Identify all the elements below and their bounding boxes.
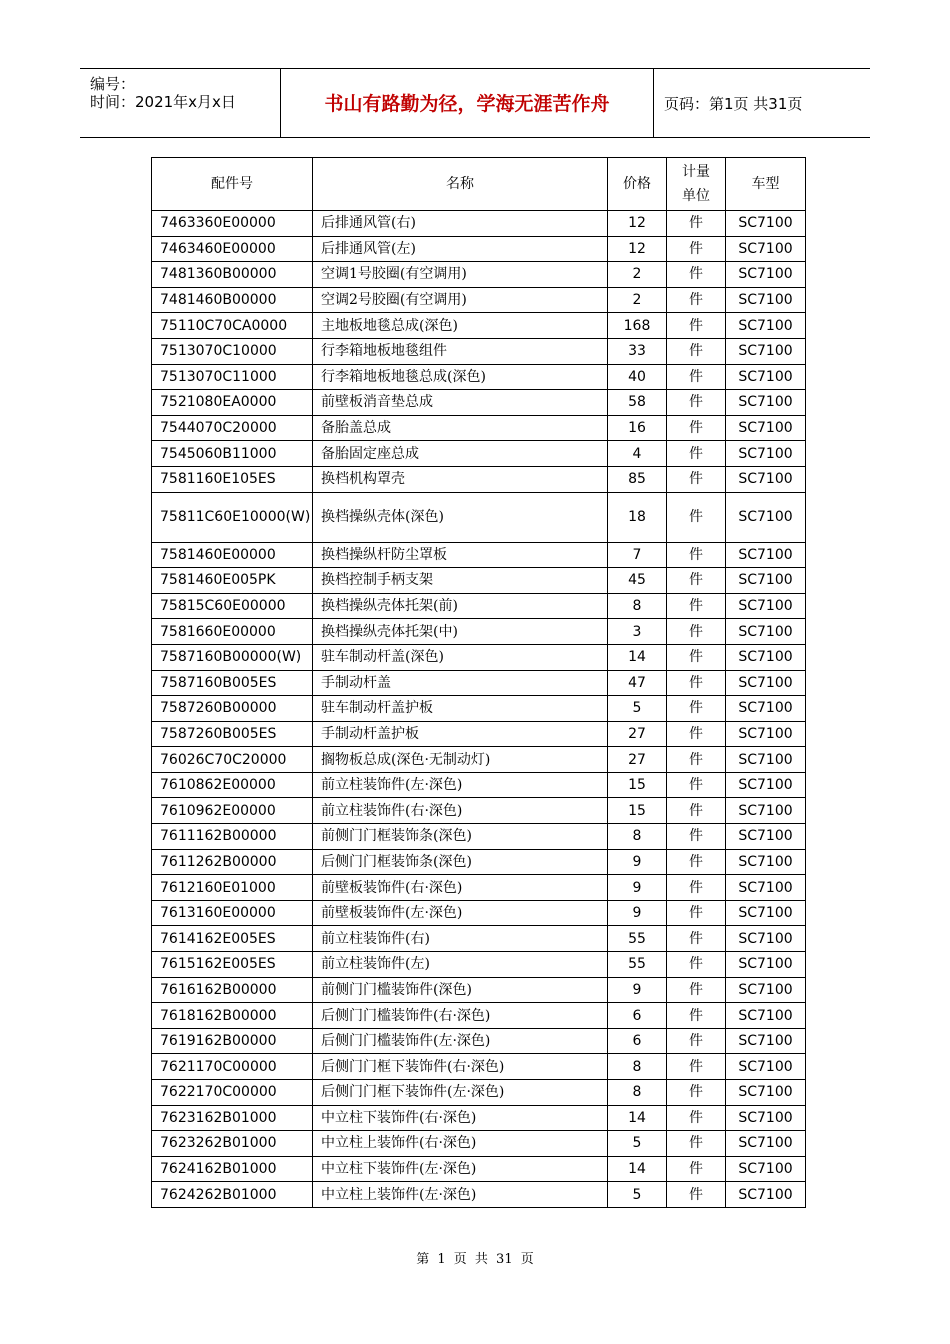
table-row — [152, 338, 806, 364]
part-name-cell: 换档操纵壳体托架(前) — [313, 593, 608, 619]
price-cell: 18 — [608, 492, 667, 542]
price-cell: 8 — [608, 1054, 667, 1080]
unit-cell: 件 — [667, 211, 726, 237]
model-cell: SC7100 — [726, 952, 806, 978]
part-name-cell: 换档操纵杆防尘罩板 — [313, 542, 608, 568]
unit-cell: 件 — [667, 1054, 726, 1080]
model-cell: SC7100 — [726, 1080, 806, 1106]
price-cell: 40 — [608, 364, 667, 390]
table-row — [152, 900, 806, 926]
table-row — [152, 313, 806, 339]
part-number-cell: 7544070C20000 — [152, 415, 313, 441]
table-row — [152, 875, 806, 901]
part-number-cell: 7513070C10000 — [152, 338, 313, 364]
part-name-cell: 后侧门门框下装饰件(右·深色) — [313, 1054, 608, 1080]
unit-cell: 件 — [667, 849, 726, 875]
part-name-cell: 手制动杆盖 — [313, 670, 608, 696]
unit-cell: 件 — [667, 772, 726, 798]
part-number-cell: 7481360B00000 — [152, 262, 313, 288]
part-number-cell: 7623262B01000 — [152, 1131, 313, 1157]
table-row — [152, 1105, 806, 1131]
unit-cell: 件 — [667, 364, 726, 390]
part-name-cell: 备胎盖总成 — [313, 415, 608, 441]
table-row — [152, 1182, 806, 1208]
table-row — [152, 1131, 806, 1157]
model-cell: SC7100 — [726, 542, 806, 568]
part-number-cell: 7463460E00000 — [152, 236, 313, 262]
price-cell: 12 — [608, 236, 667, 262]
part-number-cell: 7587260B005ES — [152, 721, 313, 747]
price-cell: 14 — [608, 644, 667, 670]
table-row — [152, 262, 806, 288]
part-name-cell: 中立柱下装饰件(右·深色) — [313, 1105, 608, 1131]
price-cell: 6 — [608, 1003, 667, 1029]
part-number-cell: 7618162B00000 — [152, 1003, 313, 1029]
table-row — [152, 619, 806, 645]
unit-cell: 件 — [667, 593, 726, 619]
header-page-info: 页码：第1页 共31页 — [664, 95, 803, 113]
part-name-cell: 备胎固定座总成 — [313, 441, 608, 467]
part-name-cell: 空调2号胶圈(有空调用) — [313, 287, 608, 313]
part-name-cell: 前壁板装饰件(右·深色) — [313, 875, 608, 901]
table-row — [152, 211, 806, 237]
model-cell: SC7100 — [726, 211, 806, 237]
model-cell: SC7100 — [726, 619, 806, 645]
unit-cell: 件 — [667, 977, 726, 1003]
part-name-cell: 空调1号胶圈(有空调用) — [313, 262, 608, 288]
table-row — [152, 721, 806, 747]
model-cell: SC7100 — [726, 568, 806, 594]
table-row — [152, 415, 806, 441]
part-number-cell: 75815C60E00000 — [152, 593, 313, 619]
table-row — [152, 1028, 806, 1054]
model-cell: SC7100 — [726, 1054, 806, 1080]
model-cell: SC7100 — [726, 1156, 806, 1182]
part-number-cell: 76026C70C20000 — [152, 747, 313, 773]
part-number-cell: 7611262B00000 — [152, 849, 313, 875]
part-name-cell: 后侧门门槛装饰件(左·深色) — [313, 1028, 608, 1054]
unit-cell: 件 — [667, 900, 726, 926]
part-number-cell: 7587160B005ES — [152, 670, 313, 696]
price-cell: 27 — [608, 747, 667, 773]
price-cell: 3 — [608, 619, 667, 645]
model-cell: SC7100 — [726, 849, 806, 875]
price-cell: 15 — [608, 798, 667, 824]
page-header — [80, 68, 870, 138]
table-row — [152, 236, 806, 262]
unit-cell: 件 — [667, 415, 726, 441]
model-cell: SC7100 — [726, 644, 806, 670]
price-cell: 2 — [608, 287, 667, 313]
model-cell: SC7100 — [726, 1105, 806, 1131]
model-cell: SC7100 — [726, 441, 806, 467]
part-number-cell: 7545060B11000 — [152, 441, 313, 467]
part-number-cell: 7623162B01000 — [152, 1105, 313, 1131]
part-name-cell: 前壁板装饰件(左·深色) — [313, 900, 608, 926]
unit-cell: 件 — [667, 338, 726, 364]
part-number-cell: 75110C70CA0000 — [152, 313, 313, 339]
unit-cell: 件 — [667, 542, 726, 568]
price-cell: 8 — [608, 824, 667, 850]
model-cell: SC7100 — [726, 338, 806, 364]
unit-cell: 件 — [667, 1080, 726, 1106]
model-cell: SC7100 — [726, 747, 806, 773]
table-row — [152, 696, 806, 722]
unit-cell: 件 — [667, 1105, 726, 1131]
table-row — [152, 466, 806, 492]
unit-cell: 件 — [667, 236, 726, 262]
table-row — [152, 492, 806, 542]
table-row — [152, 952, 806, 978]
part-number-cell: 7513070C11000 — [152, 364, 313, 390]
unit-cell: 件 — [667, 568, 726, 594]
part-number-cell: 7615162E005ES — [152, 952, 313, 978]
part-name-cell: 后侧门门框装饰条(深色) — [313, 849, 608, 875]
unit-cell: 件 — [667, 721, 726, 747]
price-cell: 16 — [608, 415, 667, 441]
table-row — [152, 364, 806, 390]
part-name-cell: 前立柱装饰件(右) — [313, 926, 608, 952]
table-header-row — [152, 158, 806, 211]
price-cell: 5 — [608, 1131, 667, 1157]
table-row — [152, 390, 806, 416]
table-row — [152, 977, 806, 1003]
model-cell: SC7100 — [726, 926, 806, 952]
table-row — [152, 441, 806, 467]
price-cell: 8 — [608, 1080, 667, 1106]
part-number-cell: 7521080EA0000 — [152, 390, 313, 416]
part-name-cell: 换档操纵壳体(深色) — [313, 492, 608, 542]
part-number-cell: 7613160E00000 — [152, 900, 313, 926]
unit-cell: 件 — [667, 1131, 726, 1157]
unit-cell: 件 — [667, 798, 726, 824]
price-cell: 9 — [608, 875, 667, 901]
price-cell: 168 — [608, 313, 667, 339]
price-cell: 45 — [608, 568, 667, 594]
unit-cell: 件 — [667, 670, 726, 696]
model-cell: SC7100 — [726, 1028, 806, 1054]
table-row — [152, 1003, 806, 1029]
price-cell: 47 — [608, 670, 667, 696]
part-number-cell: 7612160E01000 — [152, 875, 313, 901]
part-number-cell: 75811C60E10000(W) — [152, 492, 313, 542]
model-cell: SC7100 — [726, 262, 806, 288]
unit-cell: 件 — [667, 747, 726, 773]
price-cell: 55 — [608, 952, 667, 978]
model-cell: SC7100 — [726, 721, 806, 747]
part-name-cell: 驻车制动杆盖(深色) — [313, 644, 608, 670]
col-header-price: 价格 — [608, 158, 667, 211]
unit-cell: 件 — [667, 875, 726, 901]
part-name-cell: 中立柱上装饰件(左·深色) — [313, 1182, 608, 1208]
table-row — [152, 542, 806, 568]
model-cell: SC7100 — [726, 390, 806, 416]
price-cell: 9 — [608, 900, 667, 926]
unit-cell: 件 — [667, 1003, 726, 1029]
part-name-cell: 前壁板消音垫总成 — [313, 390, 608, 416]
price-cell: 5 — [608, 696, 667, 722]
model-cell: SC7100 — [726, 772, 806, 798]
table-row — [152, 772, 806, 798]
price-cell: 12 — [608, 211, 667, 237]
part-name-cell: 手制动杆盖护板 — [313, 721, 608, 747]
part-number-cell: 7610862E00000 — [152, 772, 313, 798]
table-row — [152, 926, 806, 952]
col-header-unit — [667, 158, 726, 211]
part-number-cell: 7611162B00000 — [152, 824, 313, 850]
table-row — [152, 747, 806, 773]
price-cell: 9 — [608, 849, 667, 875]
price-cell: 14 — [608, 1156, 667, 1182]
table-row — [152, 568, 806, 594]
model-cell: SC7100 — [726, 670, 806, 696]
part-name-cell: 后侧门门槛装饰件(右·深色) — [313, 1003, 608, 1029]
table-row — [152, 1080, 806, 1106]
table-row — [152, 1054, 806, 1080]
header-motto: 书山有路勤为径，学海无涯苦作舟 — [281, 69, 654, 137]
part-name-cell: 中立柱上装饰件(右·深色) — [313, 1131, 608, 1157]
part-name-cell: 换档控制手柄支架 — [313, 568, 608, 594]
part-name-cell: 行李箱地板地毯总成(深色) — [313, 364, 608, 390]
price-cell: 33 — [608, 338, 667, 364]
model-cell: SC7100 — [726, 287, 806, 313]
price-cell: 85 — [608, 466, 667, 492]
model-cell: SC7100 — [726, 492, 806, 542]
model-cell: SC7100 — [726, 1003, 806, 1029]
model-cell: SC7100 — [726, 875, 806, 901]
model-cell: SC7100 — [726, 466, 806, 492]
price-cell: 15 — [608, 772, 667, 798]
model-cell: SC7100 — [726, 1182, 806, 1208]
parts-table — [151, 157, 806, 1208]
part-number-cell: 7581160E105ES — [152, 466, 313, 492]
unit-cell: 件 — [667, 1182, 726, 1208]
part-name-cell: 驻车制动杆盖护板 — [313, 696, 608, 722]
price-cell: 9 — [608, 977, 667, 1003]
table-row — [152, 287, 806, 313]
model-cell: SC7100 — [726, 696, 806, 722]
price-cell: 6 — [608, 1028, 667, 1054]
part-name-cell: 前侧门门槛装饰件(深色) — [313, 977, 608, 1003]
unit-cell: 件 — [667, 696, 726, 722]
price-cell: 4 — [608, 441, 667, 467]
parts-table-body — [152, 211, 806, 1208]
model-cell: SC7100 — [726, 313, 806, 339]
price-cell: 2 — [608, 262, 667, 288]
unit-cell: 件 — [667, 1156, 726, 1182]
model-cell: SC7100 — [726, 824, 806, 850]
model-cell: SC7100 — [726, 900, 806, 926]
unit-cell: 件 — [667, 824, 726, 850]
part-name-cell: 换档操纵壳体托架(中) — [313, 619, 608, 645]
part-name-cell: 主地板地毯总成(深色) — [313, 313, 608, 339]
model-cell: SC7100 — [726, 798, 806, 824]
unit-cell: 件 — [667, 441, 726, 467]
part-name-cell: 中立柱下装饰件(左·深色) — [313, 1156, 608, 1182]
part-number-cell: 7624162B01000 — [152, 1156, 313, 1182]
price-cell: 14 — [608, 1105, 667, 1131]
part-name-cell: 后侧门门框下装饰件(左·深色) — [313, 1080, 608, 1106]
part-number-cell: 7481460B00000 — [152, 287, 313, 313]
serial-label: 编号： — [90, 75, 136, 93]
price-cell: 55 — [608, 926, 667, 952]
price-cell: 5 — [608, 1182, 667, 1208]
col-header-part-no: 配件号 — [152, 158, 313, 211]
unit-cell: 件 — [667, 313, 726, 339]
part-name-cell: 前立柱装饰件(左·深色) — [313, 772, 608, 798]
header-meta — [80, 69, 281, 137]
price-cell: 58 — [608, 390, 667, 416]
price-cell: 7 — [608, 542, 667, 568]
part-number-cell: 7614162E005ES — [152, 926, 313, 952]
unit-cell: 件 — [667, 287, 726, 313]
col-header-model: 车型 — [726, 158, 806, 211]
part-number-cell: 7610962E00000 — [152, 798, 313, 824]
table-row — [152, 824, 806, 850]
price-cell: 8 — [608, 593, 667, 619]
model-cell: SC7100 — [726, 593, 806, 619]
page-footer: 第 1 页 共 31 页 — [416, 1252, 534, 1267]
table-row — [152, 670, 806, 696]
part-number-cell: 7581460E005PK — [152, 568, 313, 594]
unit-cell: 件 — [667, 952, 726, 978]
unit-cell: 件 — [667, 390, 726, 416]
part-number-cell: 7624262B01000 — [152, 1182, 313, 1208]
model-cell: SC7100 — [726, 977, 806, 1003]
table-row — [152, 644, 806, 670]
unit-cell: 件 — [667, 262, 726, 288]
price-cell: 27 — [608, 721, 667, 747]
model-cell: SC7100 — [726, 1131, 806, 1157]
part-name-cell: 搁物板总成(深色·无制动灯) — [313, 747, 608, 773]
table-row — [152, 798, 806, 824]
part-name-cell: 前立柱装饰件(左) — [313, 952, 608, 978]
part-name-cell: 前侧门门框装饰条(深色) — [313, 824, 608, 850]
table-row — [152, 849, 806, 875]
col-header-unit-text: 计量单位 — [681, 164, 710, 204]
part-number-cell: 7622170C00000 — [152, 1080, 313, 1106]
unit-cell: 件 — [667, 466, 726, 492]
part-name-cell: 前立柱装饰件(右·深色) — [313, 798, 608, 824]
part-number-cell: 7616162B00000 — [152, 977, 313, 1003]
part-number-cell: 7581660E00000 — [152, 619, 313, 645]
part-name-cell: 后排通风管(右) — [313, 211, 608, 237]
model-cell: SC7100 — [726, 364, 806, 390]
time-label: 时间：2021年x月x日 — [90, 93, 236, 111]
part-name-cell: 换档机构罩壳 — [313, 466, 608, 492]
part-number-cell: 7587160B00000(W) — [152, 644, 313, 670]
part-number-cell: 7621170C00000 — [152, 1054, 313, 1080]
model-cell: SC7100 — [726, 236, 806, 262]
unit-cell: 件 — [667, 926, 726, 952]
table-row — [152, 1156, 806, 1182]
part-number-cell: 7581460E00000 — [152, 542, 313, 568]
part-number-cell: 7463360E00000 — [152, 211, 313, 237]
part-name-cell: 后排通风管(左) — [313, 236, 608, 262]
col-header-name: 名称 — [313, 158, 608, 211]
table-row — [152, 593, 806, 619]
unit-cell: 件 — [667, 1028, 726, 1054]
unit-cell: 件 — [667, 644, 726, 670]
unit-cell: 件 — [667, 619, 726, 645]
part-number-cell: 7587260B00000 — [152, 696, 313, 722]
model-cell: SC7100 — [726, 415, 806, 441]
unit-cell: 件 — [667, 492, 726, 542]
part-name-cell: 行李箱地板地毯组件 — [313, 338, 608, 364]
part-number-cell: 7619162B00000 — [152, 1028, 313, 1054]
